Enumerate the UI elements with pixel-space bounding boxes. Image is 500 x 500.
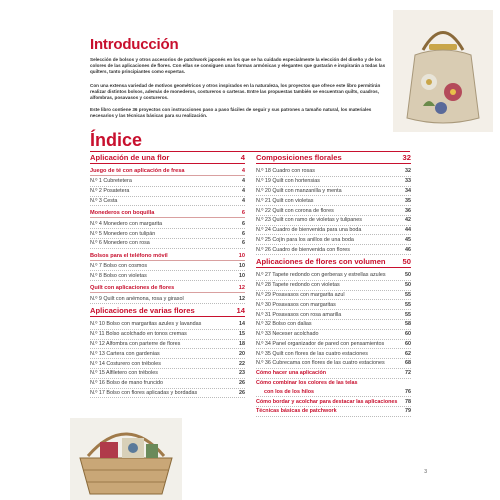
index-entry-label: Aplicaciones de varias flores (90, 306, 195, 316)
index-section-heading (256, 153, 411, 164)
index-page-number: 4 (240, 153, 245, 162)
index-page-number: 10 (239, 263, 245, 270)
index-entry (256, 340, 411, 350)
index-entry-label: N.º 7 Bolso con cosmos (90, 263, 148, 270)
index-entry-label: N.º 16 Bolso de mano fruncido (90, 380, 163, 387)
basket-photo (70, 418, 182, 500)
index-entry (256, 320, 411, 330)
index-page-number: 10 (239, 272, 245, 279)
index-entry-label: N.º 33 Neceser acolchado (256, 331, 319, 338)
index-page-number: 4 (242, 178, 245, 185)
index-entry (90, 229, 245, 239)
index-page-number: 55 (405, 311, 411, 318)
index-entry (256, 281, 411, 291)
intro-paragraph: Con una extensa variedad de motivos geométricos y otros inspirados en la naturaleza, los proyectos que ofrece este libro permitirán realizar distintos bolsos, además de monederos, costureros o carteras. Entre las propuestas también se encuentran quilts, cuadros, alfombras, posavasos y costureros. (90, 83, 381, 101)
index-left-column (90, 151, 245, 398)
index-page-number: 6 (242, 220, 245, 227)
index-page-number: 15 (239, 331, 245, 338)
index-page-number: 12 (239, 295, 245, 302)
index-entry (90, 320, 245, 330)
index-page-number: 6 (241, 210, 245, 217)
index-entry-label: N.º 4 Monedero con margarita (90, 220, 163, 227)
index-entry-label: N.º 15 Alfiletero con tréboles (90, 370, 158, 377)
index-page-number: 50 (402, 257, 411, 267)
index-page-number: 78 (405, 398, 411, 405)
index-page-number: 10 (238, 252, 245, 259)
index-title: Índice (90, 130, 143, 150)
page-number: 3 (424, 469, 427, 475)
index-entry (256, 300, 411, 310)
index-entry-label: N.º 13 Cartera con gardenias (90, 350, 160, 357)
index-entry (256, 206, 411, 216)
index-page-number: 36 (405, 207, 411, 214)
index-entry-label: Quilt con aplicaciones de flores (90, 285, 175, 292)
index-entry-label: Cómo bordar y acolchar para destacar las aplicaciones (256, 398, 398, 405)
index-technique-entry (256, 397, 411, 407)
index-subsection-heading (90, 210, 245, 218)
index-page-number: 26 (239, 380, 245, 387)
index-page-number: 45 (405, 236, 411, 243)
index-entry-label: N.º 30 Posavasos con margaritas (256, 301, 336, 308)
index-page-number: 4 (242, 197, 245, 204)
index-entry-label: N.º 23 Quilt con ramo de violetas y tulipanes (256, 217, 362, 224)
index-page-number: 4 (242, 188, 245, 195)
index-entry-label: Bolsos para el teléfono móvil (90, 252, 168, 259)
index-entry (256, 359, 411, 369)
index-subsection-heading (90, 253, 245, 261)
index-page-number: 50 (405, 272, 411, 279)
index-entry (256, 196, 411, 206)
index-page-number: 76 (405, 388, 411, 395)
bag-photo (393, 10, 493, 132)
index-page-number: 55 (405, 301, 411, 308)
index-entry (90, 379, 245, 389)
index-entry (256, 177, 411, 187)
index-entry (90, 177, 245, 187)
index-entry (90, 197, 245, 207)
index-page-number: 6 (242, 230, 245, 237)
index-subsection-heading (90, 168, 245, 176)
index-entry-label: Composiciones florales (256, 153, 342, 162)
index-entry-label: N.º 10 Bolso con margaritas azules y lavandas (90, 321, 202, 328)
index-technique-entry (256, 379, 411, 388)
index-page-number: 26 (239, 389, 245, 396)
index-entry (90, 340, 245, 350)
index-entry (256, 187, 411, 197)
index-section-heading (90, 306, 245, 317)
index-entry-label: N.º 24 Cuadro de bienvenida para una boda (256, 227, 362, 234)
index-page-number: 79 (405, 408, 411, 415)
index-entry-label: N.º 20 Quilt con manzanilla y menta (256, 187, 342, 194)
index-entry (256, 235, 411, 245)
index-entry-label: N.º 14 Costurero con tréboles (90, 360, 161, 367)
index-entry (256, 310, 411, 320)
index-page-number: 35 (405, 197, 411, 204)
index-page-number: 18 (239, 340, 245, 347)
index-page-number: 4 (241, 168, 245, 174)
index-entry (256, 167, 411, 177)
index-page-number: 58 (405, 321, 411, 328)
index-entry-label: N.º 17 Bolso con flores aplicadas y bordadas (90, 389, 198, 396)
index-entry-label: N.º 28 Tapete redondo con violetas (256, 282, 340, 289)
index-page-number: 32 (405, 168, 411, 175)
index-entry-label: N.º 2 Posatetera (90, 188, 130, 195)
index-entry-label: N.º 32 Bolso con dalias (256, 321, 312, 328)
index-entry (256, 271, 411, 281)
index-page-number: 42 (405, 217, 411, 224)
index-entry-label: Cómo hacer una aplicación (256, 370, 327, 377)
index-entry (90, 349, 245, 359)
index-entry-label: N.º 8 Bolso con violetas (90, 272, 147, 279)
index-entry (90, 294, 245, 304)
index-entry-label: Monederos con boquilla (90, 210, 155, 217)
index-page-number: 14 (239, 321, 245, 328)
index-entry-label: Juego de té con aplicación de fresa (90, 168, 185, 174)
index-page-number: 23 (239, 370, 245, 377)
index-page-number: 12 (238, 285, 245, 292)
index-page-number: 6 (242, 240, 245, 247)
index-entry-label: N.º 3 Cesta (90, 197, 118, 204)
intro-title: Introducción (90, 36, 179, 53)
index-entry-label: Cómo combinar los colores de las telas (256, 380, 358, 387)
index-right-column (256, 151, 411, 417)
index-page-number: 72 (405, 370, 411, 377)
index-entry-label: N.º 19 Quilt con hortensias (256, 178, 320, 185)
index-entry-label: N.º 11 Bolso acolchado en tonos cremas (90, 331, 187, 338)
index-entry (256, 291, 411, 301)
index-subsection-heading (90, 285, 245, 293)
index-entry-label: con los de los hilos (264, 388, 315, 395)
index-entry-label: N.º 1 Cubretetera (90, 178, 132, 185)
index-entry-label: Técnicas básicas de patchwork (256, 408, 337, 415)
index-entry-label: N.º 5 Monedero con tulipán (90, 230, 156, 237)
index-page-number: 68 (405, 360, 411, 367)
index-section-heading (256, 257, 411, 268)
index-entry (90, 389, 245, 399)
index-page-number: 62 (405, 350, 411, 357)
index-page-number: 14 (236, 306, 245, 316)
index-entry (90, 271, 245, 281)
index-entry-label: N.º 6 Monedero con rosa (90, 240, 150, 247)
index-entry (256, 216, 411, 226)
index-entry-label: N.º 9 Quilt con anémona, rosa y girasol (90, 295, 184, 302)
index-entry (90, 219, 245, 229)
intro-paragraph: Selección de bolsos y otros accesorios de patchwork japonés en los que se ha cuidado especialmente la elección del diseño y de los colores de las aplicaciones de flores. Con ellas se consiguen unas formas armónicas y elegantes que gustarán e inspirarán a todas las quilters, tanto principiantes como expertas. (90, 57, 386, 75)
index-entry-label: N.º 21 Quilt con violetas (256, 197, 314, 204)
index-entry-label: Aplicaciones de flores con volumen (256, 257, 386, 267)
index-entry-label: N.º 36 Cubrecama con flores de las cuatro estaciones (256, 360, 385, 367)
index-entry-label: N.º 18 Cuadro con rosas (256, 168, 315, 175)
index-page-number: 55 (405, 291, 411, 298)
index-page-number: 60 (405, 331, 411, 338)
index-page-number: 32 (402, 153, 411, 162)
index-technique-entry (256, 407, 411, 417)
index-entry-label: N.º 25 Cojín para los anillos de una boda (256, 236, 354, 243)
index-entry-label: N.º 22 Quilt con corona de flores (256, 207, 334, 214)
index-page-number: 22 (239, 360, 245, 367)
index-entry (90, 359, 245, 369)
index-entry (90, 262, 245, 272)
intro-paragraph: Este libro contiene 36 proyectos con instrucciones paso a paso fáciles de seguir y sus patrones a tamaño natural, los materiales necesarios y las técnicas básicas para su realización. (90, 107, 372, 119)
index-technique-entry (256, 369, 411, 379)
index-entry-label: Aplicación de una flor (90, 153, 170, 162)
index-page-number: 33 (405, 178, 411, 185)
index-entry (256, 226, 411, 236)
index-entry (256, 245, 411, 255)
index-entry (90, 239, 245, 249)
index-entry (90, 187, 245, 197)
index-entry (90, 330, 245, 340)
index-entry (256, 330, 411, 340)
index-entry (256, 349, 411, 359)
index-entry-label: N.º 31 Posavasos con rosa amarilla (256, 311, 342, 318)
index-section-heading (90, 153, 245, 164)
index-technique-entry (256, 387, 411, 397)
index-page-number: 20 (239, 350, 245, 357)
index-page-number: 50 (405, 282, 411, 289)
index-entry-label: N.º 35 Quilt con flores de las cuatro estaciones (256, 350, 368, 357)
index-entry-label: N.º 12 Alfombra con parterre de flores (90, 340, 181, 347)
index-page-number: 34 (405, 187, 411, 194)
index-entry-label: N.º 27 Tapete redondo con gerberas y estrellas azules (256, 272, 386, 279)
index-page-number: 44 (405, 227, 411, 234)
index-page-number: 60 (405, 340, 411, 347)
index-entry-label: N.º 34 Panel organizador de pared con pensamientos (256, 340, 385, 347)
index-entry-label: N.º 26 Cuadro de bienvenida con flores (256, 246, 350, 253)
index-page-number: 46 (405, 246, 411, 253)
index-entry-label: N.º 29 Posavasos con margarita azul (256, 291, 345, 298)
index-entry (90, 369, 245, 379)
